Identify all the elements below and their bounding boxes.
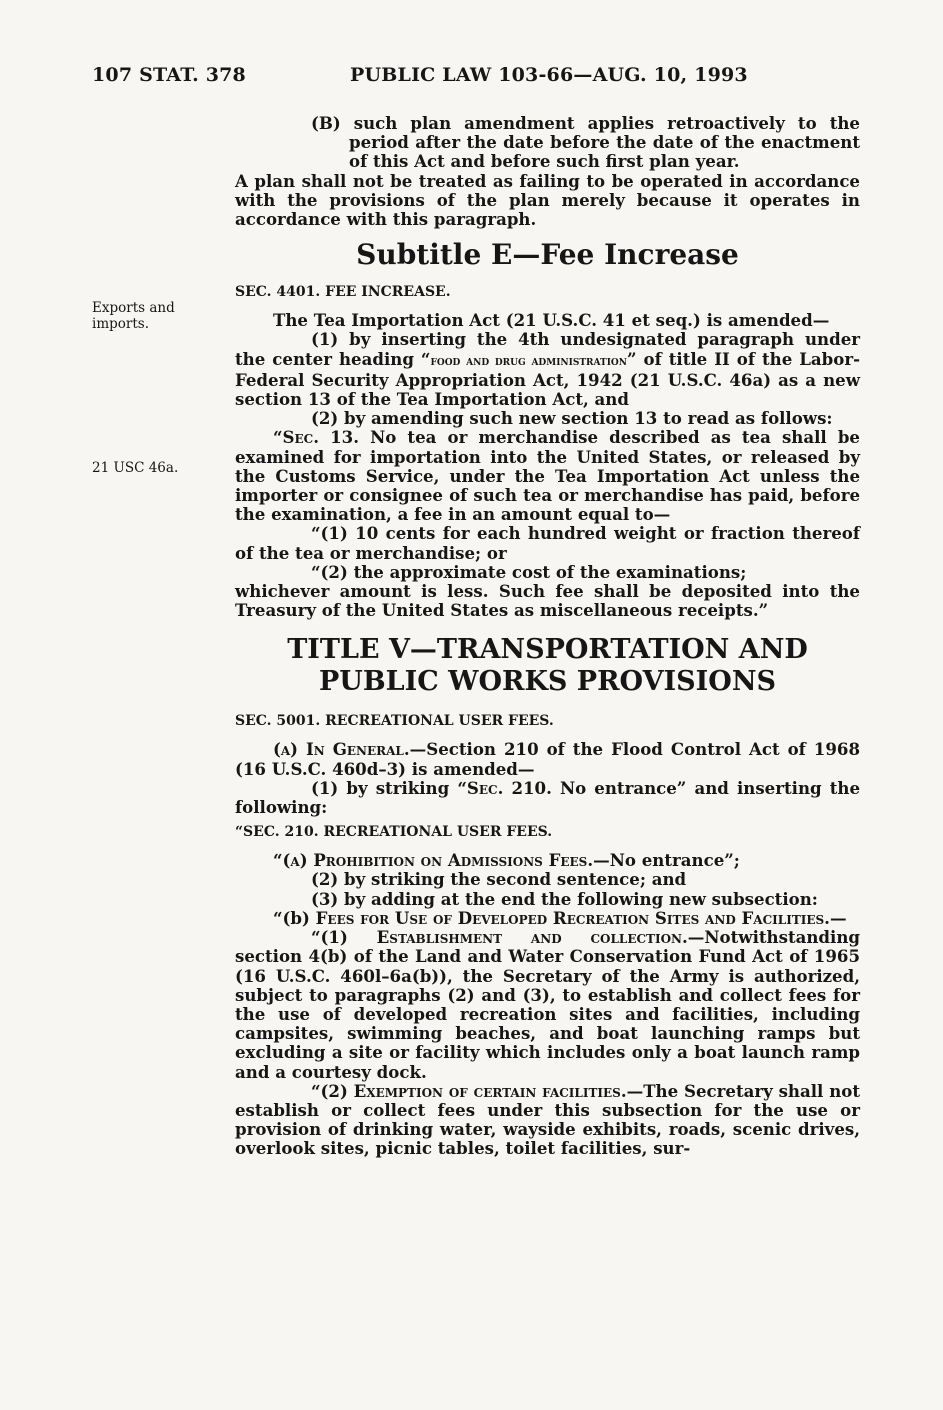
paragraph-b: (B) such plan amendment applies retroactively to the period after the date before the date of the enactment of this Act and before such first plan year. (311, 113, 860, 172)
paragraph-prohibition (235, 851, 860, 870)
paragraph-fee-2: “(2) the approximate cost of the examinations; (311, 561, 747, 582)
section-5001-heading: SEC. 5001. RECREATIONAL USER FEES. (235, 713, 554, 730)
ex-open: “(2) (311, 1080, 354, 1101)
paragraph-add-3: (3) by adding at the end the following new subsection: (311, 888, 818, 909)
sec13-rest: . 13. No tea or merchandise described as tea shall be examined for importation into the United States, or released by the Customs Service, under the Tea Importation Act unless the importer or consignee of such tea or merchandise has paid, before the examination, a fee in an amount equal to— (235, 427, 860, 525)
fees-dash: — (829, 907, 847, 928)
section-210-heading: “SEC. 210. RECREATIONAL USER FEES. (235, 824, 553, 841)
fees-label: Fees for Use of Developed Recreation Sites and Facilities. (315, 907, 830, 928)
paragraph-tea-1 (235, 330, 860, 409)
paragraph-fee-1: “(1) 10 cents for each hundred weight or fraction thereof of the tea or merchandise; or (235, 523, 860, 563)
section-4401-heading: SEC. 4401. FEE INCREASE. (235, 284, 451, 301)
paragraph-strike-2: (2) by striking the second sentence; and (311, 869, 687, 890)
title-v-heading: TITLE V—TRANSPORTATION AND PUBLIC WORKS PROVISIONS (287, 634, 808, 698)
paragraph-tea-act: The Tea Importation Act (21 U.S.C. 41 et seq.) is amended— (273, 310, 830, 331)
margin-note-usc: 21 USC 46a. (92, 460, 179, 476)
in-general-label: (a) In General. (273, 739, 410, 760)
tea-1-heading: food and drug administration (430, 353, 627, 369)
est-open: “(1) (311, 927, 377, 948)
running-header: PUBLIC LAW 103-66—AUG. 10, 1993 (350, 64, 748, 86)
page-body (235, 114, 860, 1159)
ex-label: Exemption of certain facilities. (353, 1080, 627, 1101)
paragraph-strike-1 (235, 779, 860, 817)
est-label: Establishment and collection. (376, 927, 688, 948)
tea-1-text-a: (1) by inserting the 4th undesignated paragraph under the center heading “ (235, 329, 860, 369)
subtitle-heading: Subtitle E—Fee Increase (356, 238, 739, 272)
in-general-text: —Section 210 of the Flood Control Act of 1968 (16 U.S.C. 460d–3) is amended— (235, 739, 860, 779)
margin-note-exports: Exports and imports. (92, 300, 175, 332)
page-stat-number: 107 STAT. 378 (92, 64, 246, 86)
paragraph-whichever: whichever amount is less. Such fee shall be deposited into the Treasury of the United States as miscellaneous receipts.” (235, 581, 860, 621)
prohibition-text: —No entrance”; (593, 850, 740, 871)
paragraph-sec-13 (235, 428, 860, 524)
fees-open: “(b) (273, 907, 316, 928)
sec13-smallcaps: ec (294, 427, 314, 448)
ex-text: —The Secretary shall not establish or collect fees under this subsection for the use or provision of drinking water, wayside exhibits, roads, scenic drives, overlook sites, picnic tables, toilet facilities, sur- (235, 1080, 860, 1159)
prohibition-label: “(a) Prohibition on Admissions Fees. (273, 850, 594, 871)
strike-1-smallcaps: ec (478, 777, 498, 798)
paragraph-establishment (235, 928, 860, 1082)
tea-1-text-b: ” of title II of the Labor-Federal Security Appropriation Act, 1942 (21 U.S.C. 46a) as a new section 13 of the Tea Importation Act, and (235, 348, 860, 410)
paragraph-fees-subsection (235, 909, 860, 928)
strike-1-b: . 210. No entrance” and inserting the following: (235, 777, 861, 818)
strike-1-a: (1) by striking “S (311, 777, 479, 798)
paragraph-plan: A plan shall not be treated as failing to be operated in accordance with the provisions of the plan merely because it operates in accordance with this paragraph. (235, 170, 860, 230)
est-text: —Notwithstanding section 4(b) of the Land and Water Conservation Fund Act of 1965 (16 U.S.C. 460l–6a(b)), the Secretary of the Army is authorized, subject to paragraphs (2) and (3), to establish and collect fees for the use of developed recreation sites and facilities, including campsites, swimming beaches, and boat launching ramps but excluding a site or facility which includes only a boat launch ramp and a courtesy dock. (235, 927, 861, 1082)
paragraph-tea-2: (2) by amending such new section 13 to read as follows: (311, 408, 833, 429)
paragraph-in-general (235, 740, 860, 778)
sec13-open: “S (273, 427, 295, 448)
paragraph-exemption (235, 1082, 860, 1159)
